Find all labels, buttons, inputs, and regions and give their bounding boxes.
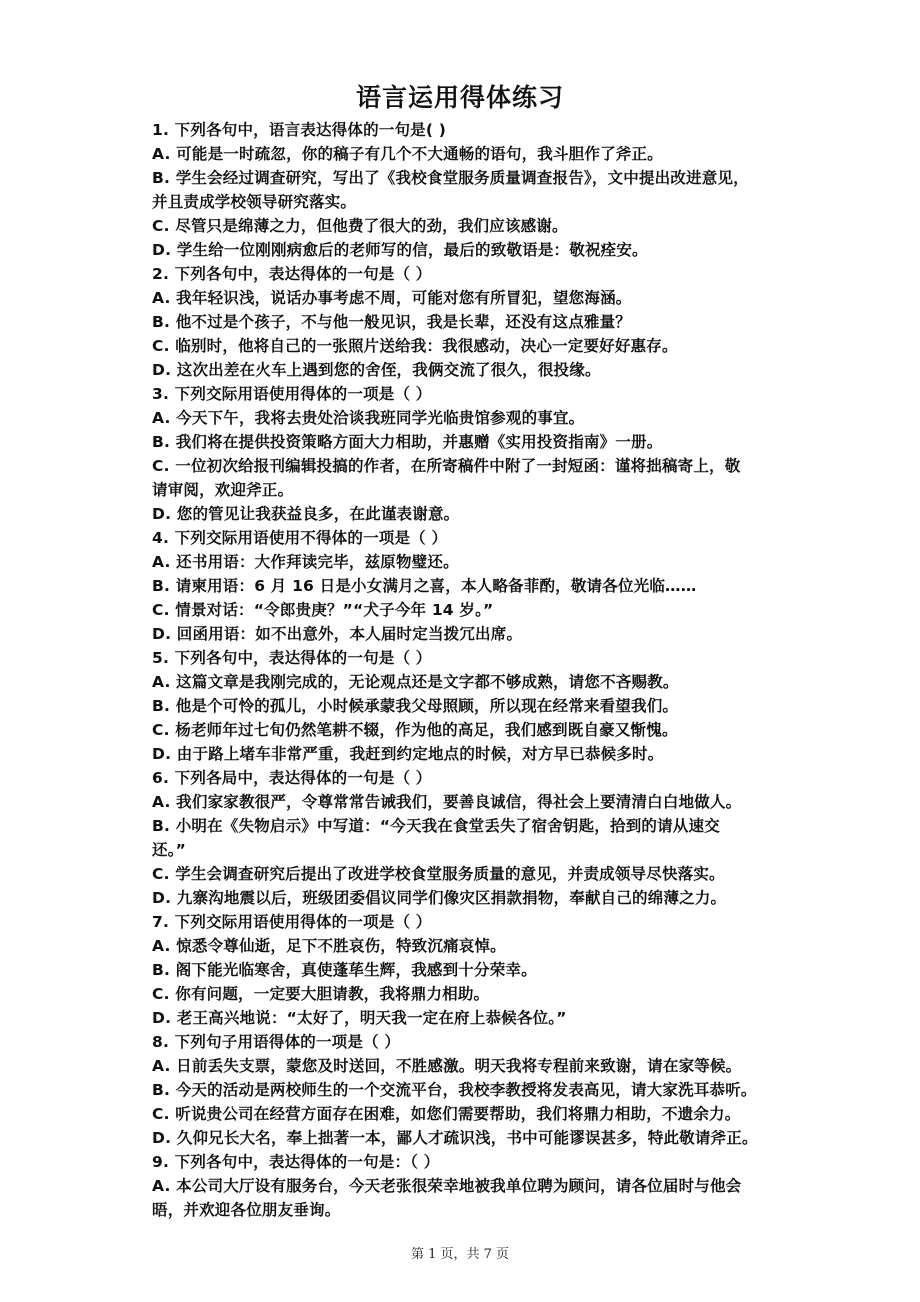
answer-option: A. 还书用语：大作拜读完毕，兹原物璧还。 xyxy=(152,553,459,571)
answer-option: D. 回函用语：如不出意外，本人届时定当拨冗出席。 xyxy=(152,625,523,643)
document-title: 语言运用得体练习 xyxy=(355,83,564,112)
answer-option: D. 这次出差在火车上遇到您的舍侄，我俩交流了很久，很投缘。 xyxy=(152,361,601,379)
text-continuation: 请审阅，欢迎斧正。 xyxy=(152,481,294,499)
answer-option: D. 您的管见让我获益良多，在此谨表谢意。 xyxy=(152,505,460,523)
answer-option: A. 惊悉令尊仙逝，足下不胜哀伤，特致沉痛哀悼。 xyxy=(152,937,506,955)
answer-option: D. 九寨沟地震以后，班级团委倡议同学们像灾区捐款捐物，奉献自己的绵薄之力。 xyxy=(152,889,727,907)
answer-option: B. 小明在《失物启示》中写道：“今天我在食堂丢失了宿舍钥匙，拾到的请从速交 xyxy=(152,817,720,835)
question-stem: 6. 下列各局中，表达得体的一句是（ ） xyxy=(152,769,432,787)
answer-option: B. 阁下能光临寒舍，真使蓬荜生辉，我感到十分荣幸。 xyxy=(152,961,537,979)
answer-option: A. 这篇文章是我刚完成的，无论观点还是文字都不够成熟，请您不吝赐教。 xyxy=(152,673,679,691)
question-stem: 9. 下列各句中，表达得体的一句是：（ ） xyxy=(152,1153,440,1171)
text-continuation: 并且责成学校领导研究落实。 xyxy=(152,193,357,211)
answer-option: A. 本公司大厅设有服务台，今天老张很荣幸地被我单位聘为顾问，请各位届时与他会 xyxy=(152,1177,742,1195)
answer-option: C. 听说贵公司在经营方面存在困难，如您们需要帮助，我们将鼎力相助，不遗余力。 xyxy=(152,1105,741,1123)
answer-option: B. 他是个可怜的孤儿，小时候承蒙我父母照顾，所以现在经常来看望我们。 xyxy=(152,697,679,715)
answer-option: D. 久仰兄长大名，奉上拙著一本，鄙人才疏识浅，书中可能谬误甚多，特此敬请斧正。 xyxy=(152,1129,758,1147)
answer-option: A. 我们家家教很严，令尊常常告诫我们，要善良诚信，得社会上要清清白白地做人。 xyxy=(152,793,742,811)
page-footer: 第 1 页，共 7 页 xyxy=(410,1247,510,1262)
answer-option: B. 我们将在提供投资策略方面大力相助，并惠赠《实用投资指南》一册。 xyxy=(152,433,663,451)
question-stem: 1. 下列各句中，语言表达得体的一句是( ) xyxy=(152,121,447,139)
question-stem: 3. 下列交际用语使用得体的一项是（ ） xyxy=(152,385,432,403)
question-list xyxy=(152,118,782,1222)
question-stem: 2. 下列各句中，表达得体的一句是（ ） xyxy=(152,265,432,283)
answer-option: A. 我年轻识浅，说话办事考虑不周，可能对您有所冒犯，望您海涵。 xyxy=(152,289,632,307)
answer-option: C. 学生会调查研究后提出了改进学校食堂服务质量的意见，并责成领导尽快落实。 xyxy=(152,865,725,883)
question-stem: 4. 下列交际用语使用不得体的一项是（ ） xyxy=(152,529,448,547)
answer-option: A. 可能是一时疏忽，你的稿子有几个不大通畅的语句，我斗胆作了斧正。 xyxy=(152,145,663,163)
answer-option: B. 请柬用语：6 月 16 日是小女满月之喜，本人略备菲酌，敬请各位光临…… xyxy=(152,577,697,595)
answer-option: C. 尽管只是绵薄之力，但他费了很大的劲，我们应该感谢。 xyxy=(152,217,568,235)
answer-option: B. 今天的活动是两校师生的一个交流平台，我校李教授将发表高见，请大家洗耳恭听。 xyxy=(152,1081,757,1099)
question-stem: 7. 下列交际用语使用得体的一项是（ ） xyxy=(152,913,432,931)
question-stem: 8. 下列句子用语得体的一项是（ ） xyxy=(152,1033,401,1051)
text-continuation: 晤，并欢迎各位朋友垂询。 xyxy=(152,1201,341,1219)
answer-option: B. 学生会经过调查研究，写出了《我校食堂服务质量调查报告》，文中提出改进意见， xyxy=(152,169,749,187)
answer-option: A. 今天下午，我将去贵处洽谈我班同学光临贵馆参观的事宜。 xyxy=(152,409,585,427)
question-stem: 5. 下列各句中，表达得体的一句是（ ） xyxy=(152,649,432,667)
answer-option: D. 由于路上堵车非常严重，我赶到约定地点的时候，对方早已恭候多时。 xyxy=(152,745,664,763)
answer-option: D. 老王高兴地说：“太好了，明天我一定在府上恭候各位。” xyxy=(152,1009,567,1027)
text-continuation: 还。” xyxy=(152,841,187,859)
answer-option: C. 一位初次给报刊编辑投搞的作者，在所寄稿件中附了一封短函：谨将拙稿寄上，敬 xyxy=(152,457,741,475)
answer-option: C. 杨老师年过七旬仍然笔耕不辍，作为他的高足，我们感到既自豪又惭愧。 xyxy=(152,721,678,739)
answer-option: B. 他不过是个孩子，不与他一般见识，我是长辈，还没有这点雅量？ xyxy=(152,313,632,331)
answer-option: A. 日前丢失支票，蒙您及时送回，不胜感激。明天我将专程前来致谢，请在家等候。 xyxy=(152,1057,742,1075)
answer-option: C. 临别时，他将自己的一张照片送给我：我很感动，决心一定要好好惠存。 xyxy=(152,337,678,355)
answer-option: C. 情景对话：“令郎贵庚？”“犬子今年 14 岁。” xyxy=(152,601,494,619)
answer-option: C. 你有问题，一定要大胆请教，我将鼎力相助。 xyxy=(152,985,490,1003)
answer-option: D. 学生给一位刚刚病愈后的老师写的信，最后的致敬语是：敬祝痊安。 xyxy=(152,241,648,259)
